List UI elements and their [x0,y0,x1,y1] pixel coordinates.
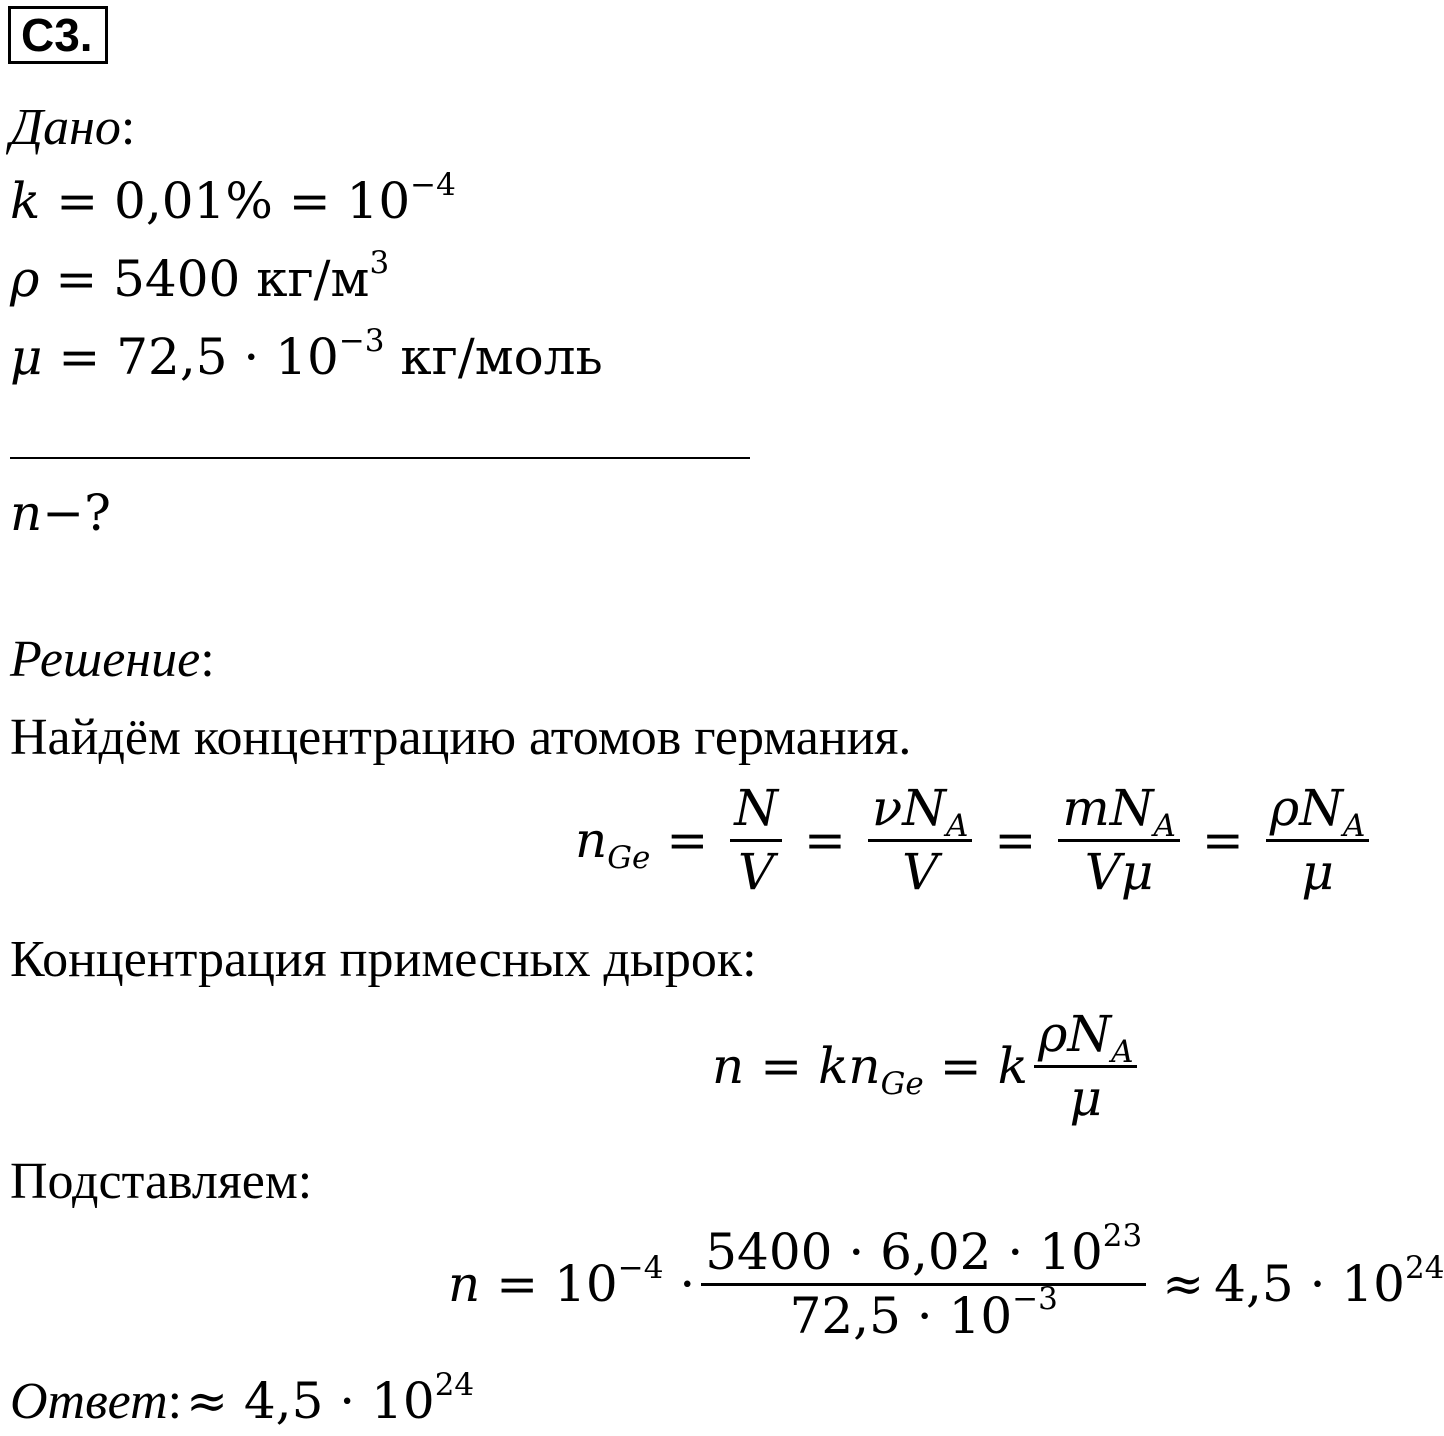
fraction-numeric: $\frac{5400 \cdot 6,02 \cdot 10^{23}}{72,5 \cdot 10^{-3}}$ [701,1226,1146,1342]
answer-label: Ответ [10,1373,168,1430]
solution-text-1: Найдём концентрацию атомов германия. [10,709,912,766]
find-line [10,484,111,542]
fraction-n-over-v: $\frac{N}{V}$ [730,782,782,898]
var-mu: μ [10,328,43,386]
eq3-result: $4,5 \cdot 10^{24}$ [1214,1249,1444,1313]
given-heading: Дано: [10,99,136,156]
solution-text-2: Концентрация примесных дырок: [10,931,757,988]
answer-value: ≈ 4,5 · 10 [186,1372,435,1430]
problem-number-box [8,6,108,64]
fraction-nu-na-over-v: $\frac{\nu N_A}{V}$ [868,782,973,898]
given-mu-unit: кг/моль [384,328,603,386]
eq3-prefactor: $10^{-4}$ · [554,1249,696,1313]
given-rho-exp: 3 [369,244,390,281]
answer-exp: 24 [434,1366,475,1403]
solution-label: Решение [10,631,201,688]
fraction-rho-na-over-mu: $\frac{\rho N_A}{\mu}$ [1266,782,1370,898]
find-var: n [10,484,43,542]
equation-hole-concentration: n = $kn_{Ge}$ = k $\frac{\rho N_A}{\mu}$ [712,1008,1143,1124]
eq2-k: k [997,1037,1028,1095]
given-mu-value: = 72,5 · 10 [58,328,339,386]
given-k-exp: −4 [410,166,456,203]
var-rho: ρ [10,250,40,308]
given-divider [10,457,750,459]
eq3-lhs: n [448,1255,481,1313]
given-mu-exp: −3 [338,322,385,359]
equation-ge-concentration: $n_{Ge}$ = $\frac{N}{V}$ = $\frac{\nu N_A}{V}$ = $\frac{mN_A}{V\mu}$ = $\frac{\rho N_A}{\mu}$ [575,782,1375,898]
eq1-lhs: $n_{Ge}$ [575,811,651,876]
given-k-value: = 0,01% = 10 [56,172,411,230]
solution-heading: Решение: [10,631,215,688]
given-label: Дано [10,99,121,156]
eq2-lhs: n [712,1037,745,1095]
fraction-rho-na-over-mu-2: $\frac{\rho N_A}{\mu}$ [1034,1008,1138,1124]
given-rho-value: = 5400 кг/м [55,250,370,308]
answer-line: Ответ: ≈ $4,5 \cdot 10^{24}$ [10,1366,475,1430]
solution-text-3: Подставляем: [10,1153,313,1210]
given-line-k [10,166,456,230]
equation-substitution: n = $10^{-4}$ · $\frac{5400 \cdot 6,02 \cdot 10^{23}}{72,5 \cdot 10^{-3}}$ ≈ $4,5 \cdot 10^{24}$ [448,1217,1444,1345]
find-rest: −? [42,484,111,542]
given-line-mu [10,322,603,386]
problem-number: С3. [21,9,93,61]
var-k: k [10,172,41,230]
fraction-m-na-over-v-mu: $\frac{mN_A}{V\mu}$ [1058,782,1180,898]
eq2-mid: $kn_{Ge}$ [818,1037,924,1102]
given-line-rho [10,244,390,308]
